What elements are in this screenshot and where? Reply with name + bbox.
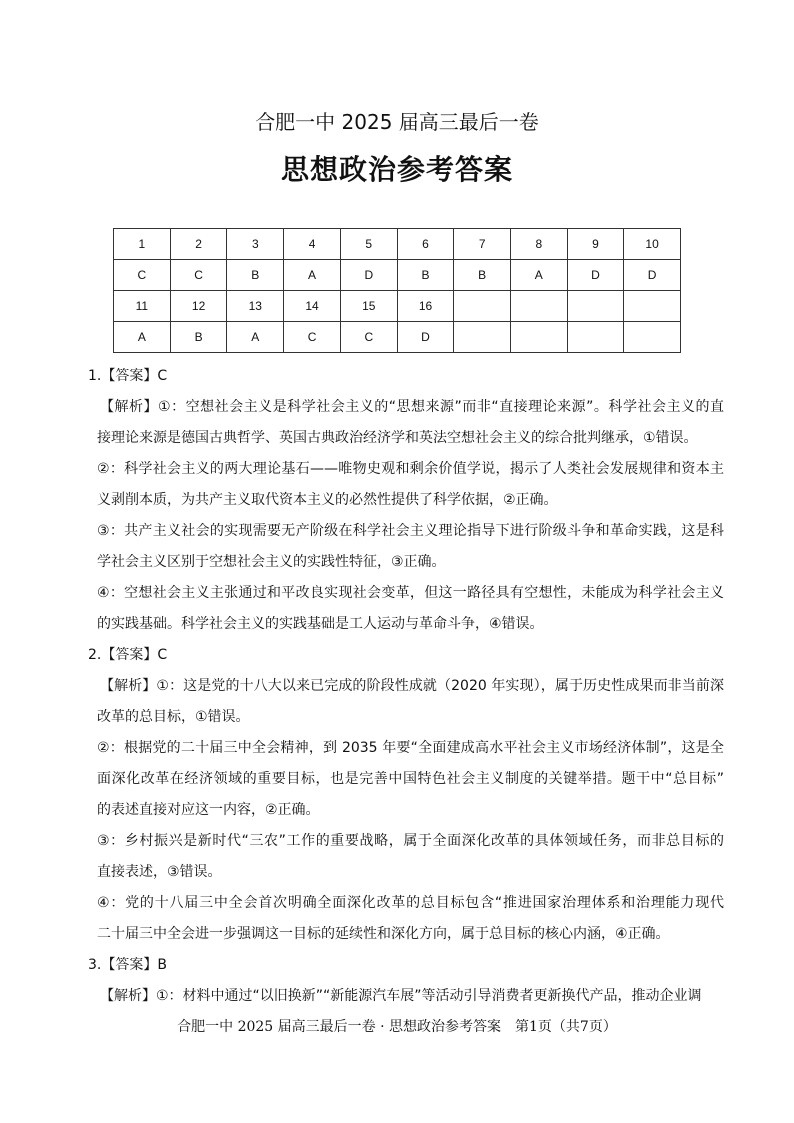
table-cell: 13 — [227, 291, 284, 322]
answer-row — [114, 322, 681, 353]
table-cell — [567, 322, 624, 353]
table-cell: 5 — [340, 229, 397, 260]
explanation-line: 接理论来源是德国古典哲学、英国古典政治经济学和英法空想社会主义的综合批判继承，①错误。 — [97, 430, 698, 446]
explanation-line: 直接表述，③错误。 — [97, 864, 222, 880]
table-cell: 4 — [284, 229, 341, 260]
table-cell: D — [397, 322, 454, 353]
document-subtitle: 思想政治参考答案 — [280, 153, 513, 186]
table-cell: A — [510, 260, 567, 291]
table-cell: 11 — [114, 291, 171, 322]
explanation-line: 【解析】①：材料中通过“以旧换新”“新能源汽车展”等活动引导消费者更新换代产品，推动企业调 — [100, 988, 702, 1004]
table-cell: D — [624, 260, 681, 291]
document-title: 合肥一中 2025 届高三最后一卷 — [255, 110, 539, 134]
table-cell: 1 — [114, 229, 171, 260]
explanation-line: ②：科学社会主义的两大理论基石——唯物史观和剩余价值学说，揭示了人类社会发展规律和资本主 — [97, 461, 724, 477]
table-cell: B — [227, 260, 284, 291]
table-cell: A — [114, 322, 171, 353]
explanation-line: ②：根据党的二十届三中全会精神，到 2035 年要“全面建成高水平社会主义市场经济体制”，这是全 — [97, 740, 724, 756]
table-cell — [510, 291, 567, 322]
table-cell: B — [170, 322, 227, 353]
table-cell: 8 — [510, 229, 567, 260]
answer-explanations — [88, 361, 724, 1012]
table-cell: D — [567, 260, 624, 291]
table-cell: C — [284, 322, 341, 353]
table-cell: 6 — [397, 229, 454, 260]
table-cell: 10 — [624, 229, 681, 260]
table-cell: 7 — [454, 229, 511, 260]
table-cell: C — [170, 260, 227, 291]
table-cell — [567, 291, 624, 322]
explanation-line: ④：党的十八届三中全会首次明确全面深化改革的总目标包含“推进国家治理体系和治理能力现代 — [97, 895, 724, 911]
explanation-line: 改革的总目标，①错误。 — [97, 709, 250, 725]
explanation-line: 学社会主义区别于空想社会主义的实践性特征，③正确。 — [97, 554, 446, 570]
table-cell: 2 — [170, 229, 227, 260]
answer-heading: 3.【答案】B — [88, 957, 167, 973]
table-cell — [624, 322, 681, 353]
table-cell — [510, 322, 567, 353]
question-number-row — [114, 291, 681, 322]
table-cell — [624, 291, 681, 322]
table-cell: C — [340, 322, 397, 353]
table-cell: 12 — [170, 291, 227, 322]
table-cell: C — [114, 260, 171, 291]
table-cell: B — [454, 260, 511, 291]
explanation-line: 二十届三中全会进一步强调这一目标的延续性和深化方向，属于总目标的核心内涵，④正确。 — [97, 926, 670, 942]
table-cell: D — [340, 260, 397, 291]
explanation-line: ④：空想社会主义主张通过和平改良实现社会变革，但这一路径具有空想性，未能成为科学社会主义 — [97, 585, 724, 601]
explanation-line: ③：乡村振兴是新时代“三农”工作的重要战略，属于全面深化改革的具体领域任务，而非总目标的 — [97, 833, 724, 849]
explanation-line: 【解析】①：空想社会主义是科学社会主义的“思想来源”而非“直接理论来源”。科学社会主义的直 — [100, 399, 724, 415]
table-cell: A — [227, 322, 284, 353]
answer-heading: 1.【答案】C — [88, 368, 168, 384]
table-cell: 14 — [284, 291, 341, 322]
question-number-row — [114, 229, 681, 260]
answer-table — [113, 228, 681, 353]
table-cell: B — [397, 260, 454, 291]
explanation-line: 【解析】①：这是党的十八大以来已完成的阶段性成就（2020 年实现），属于历史性成果而非当前深 — [100, 678, 724, 694]
answer-row — [114, 260, 681, 291]
explanation-line: 面深化改革在经济领域的重要目标，也是完善中国特色社会主义制度的关键举措。题干中“总目标” — [97, 771, 724, 787]
explanation-line: ③：共产主义社会的实现需要无产阶级在科学社会主义理论指导下进行阶级斗争和革命实践，这是科 — [97, 523, 724, 539]
explanation-line: 的实践基础。科学社会主义的实践基础是工人运动与革命斗争，④错误。 — [97, 616, 544, 632]
answer-heading: 2.【答案】C — [88, 647, 168, 663]
table-cell: 9 — [567, 229, 624, 260]
page-footer: 合肥一中 2025 届高三最后一卷 · 思想政治参考答案 第1页（共7页） — [177, 1019, 617, 1035]
table-cell — [454, 322, 511, 353]
table-cell — [454, 291, 511, 322]
table-cell: 16 — [397, 291, 454, 322]
table-cell: 15 — [340, 291, 397, 322]
table-cell: 3 — [227, 229, 284, 260]
explanation-line: 义剥削本质，为共产主义取代资本主义的必然性提供了科学依据，②正确。 — [97, 492, 558, 508]
explanation-line: 的表述直接对应这一内容，②正确。 — [97, 802, 320, 818]
table-cell: A — [284, 260, 341, 291]
